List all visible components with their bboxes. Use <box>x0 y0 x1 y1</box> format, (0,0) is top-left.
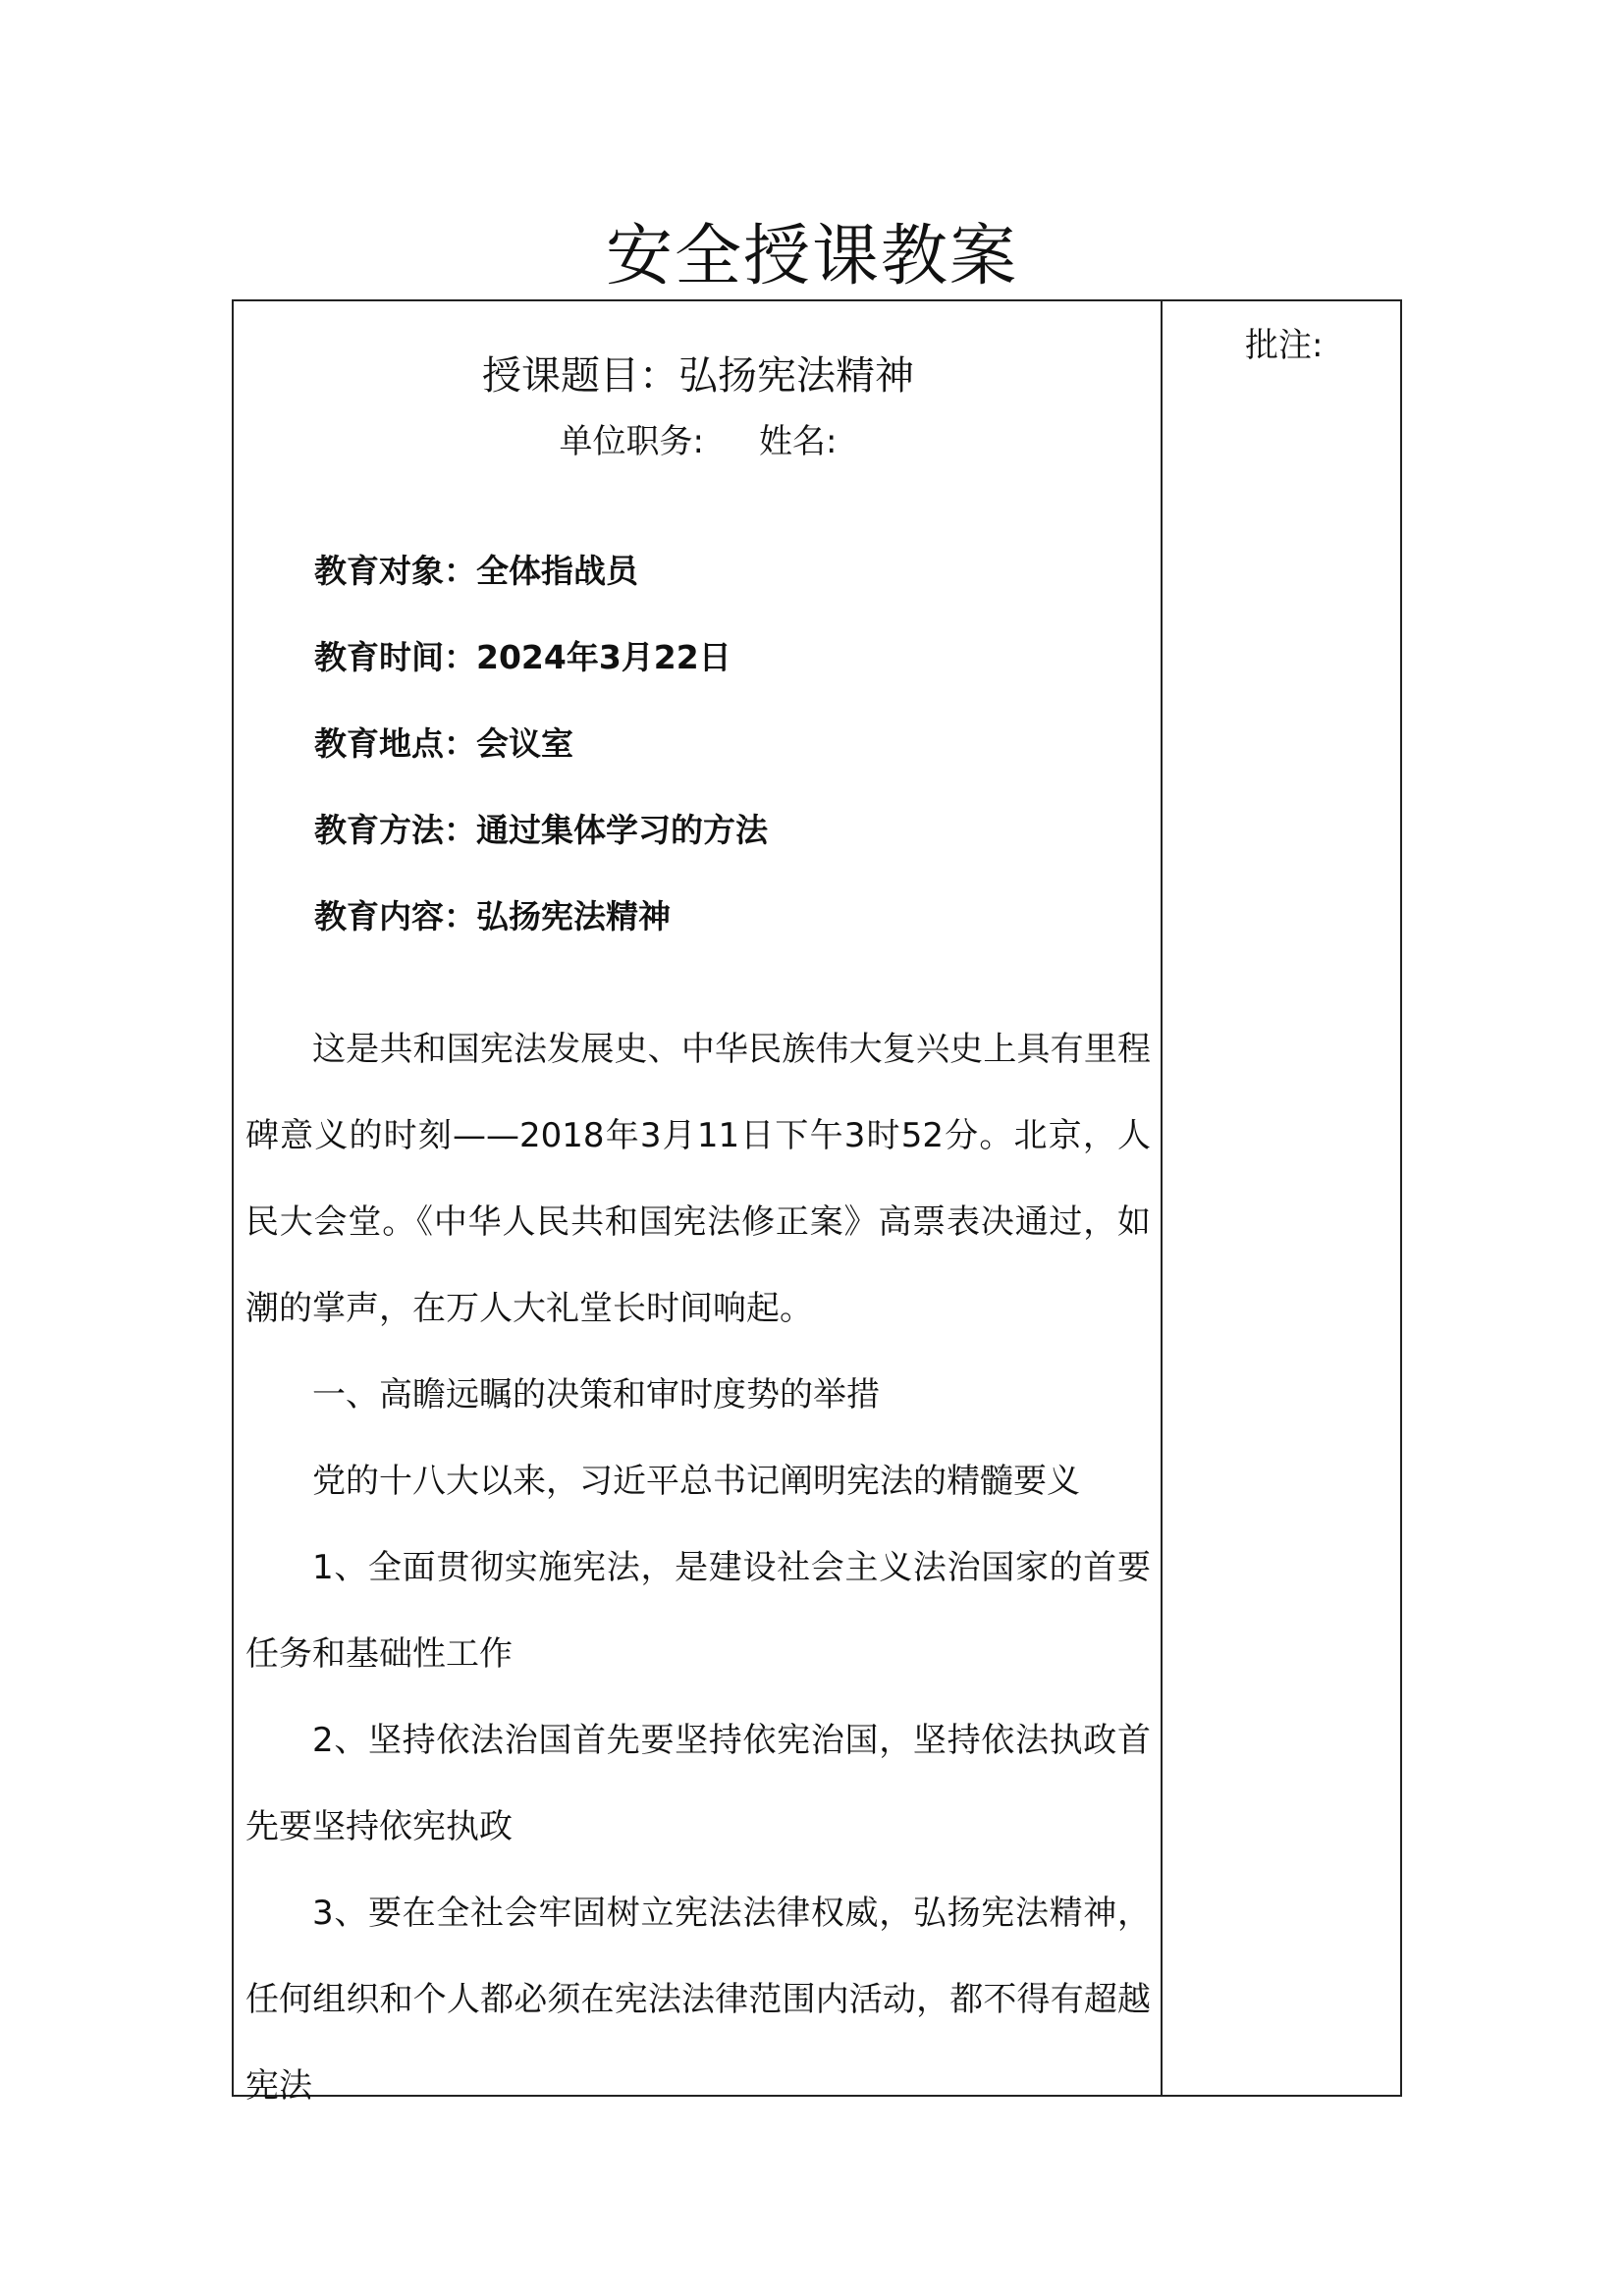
list-item: 1、全面贯彻实施宪法，是建设社会主义法治国家的首要任务和基础性工作 <box>245 1548 1151 1674</box>
list-item: 3、要在全社会牢固树立宪法法律权威，弘扬宪法精神，任何组织和个人都必须在宪法法律范围内活动，都不得有超越宪法 <box>245 1894 1151 2106</box>
info-location <box>314 722 573 766</box>
info-value: 全体指战员 <box>476 552 638 590</box>
info-label: 教育地点： <box>314 724 476 763</box>
lesson-subject: 授课题目：弘扬宪法精神 <box>482 353 914 399</box>
info-value: 2024年3月22日 <box>476 638 731 676</box>
info-value: 弘扬宪法精神 <box>476 897 671 935</box>
list-item: 2、坚持依法治国首先要坚持依宪治国，坚持依法执政首先要坚持依宪执政 <box>245 1721 1151 1846</box>
info-label: 教育内容： <box>314 897 476 935</box>
info-target <box>314 550 638 593</box>
info-method <box>314 809 768 852</box>
info-content <box>314 895 671 938</box>
column-divider <box>1161 299 1163 2097</box>
section-heading: 一、高瞻远瞩的决策和审时度势的举措 <box>312 1375 880 1415</box>
unit-label: 单位职务: <box>559 422 704 461</box>
info-value: 通过集体学习的方法 <box>476 811 768 849</box>
info-time <box>314 636 731 679</box>
body-paragraph: 这是共和国宪法发展史、中华民族伟大复兴史上具有里程碑意义的时刻——2018年3月11日下午3时52分。北京，人民大会堂。《中华人民共和国宪法修正案》高票表决通过，如潮的掌声，在万人大礼堂长时间响起。 <box>245 1030 1151 1328</box>
name-label: 姓名: <box>759 422 838 461</box>
unit-name-line <box>245 419 1151 464</box>
body-paragraph: 党的十八大以来，习近平总书记阐明宪法的精髓要义 <box>312 1462 1080 1501</box>
info-label: 教育对象： <box>314 552 476 590</box>
info-label: 教育时间： <box>314 638 476 676</box>
info-value: 会议室 <box>476 724 573 763</box>
document-title: 安全授课教案 <box>605 218 1018 295</box>
remark-label: 批注: <box>1245 326 1324 365</box>
info-label: 教育方法： <box>314 811 476 849</box>
